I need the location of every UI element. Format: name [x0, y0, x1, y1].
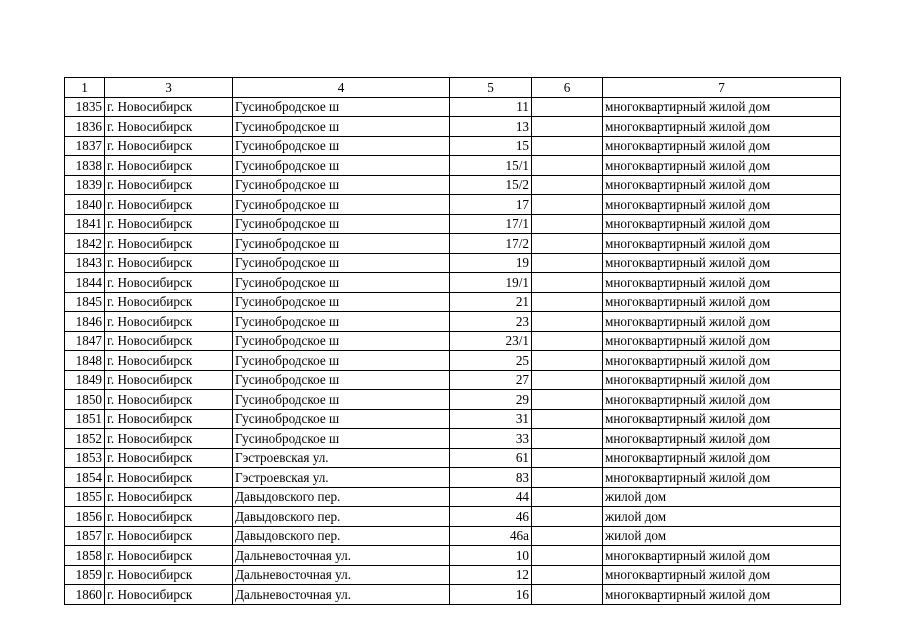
cell-building-type: многоквартирный жилой дом	[603, 97, 841, 117]
table-row	[65, 273, 841, 293]
cell-street: Гусинобродское ш	[233, 409, 450, 429]
table-row	[65, 487, 841, 507]
cell-street: Давыдовского пер.	[233, 526, 450, 546]
cell-column-6	[532, 156, 603, 176]
cell-city: г. Новосибирск	[105, 390, 233, 410]
cell-city: г. Новосибирск	[105, 507, 233, 527]
cell-column-6	[532, 409, 603, 429]
cell-building-type: многоквартирный жилой дом	[603, 331, 841, 351]
table-row	[65, 175, 841, 195]
cell-city: г. Новосибирск	[105, 312, 233, 332]
cell-column-6	[532, 429, 603, 449]
cell-street: Гусинобродское ш	[233, 175, 450, 195]
cell-number: 1837	[65, 136, 105, 156]
table-row	[65, 195, 841, 215]
cell-house-number: 27	[450, 370, 532, 390]
cell-number: 1840	[65, 195, 105, 215]
table-row	[65, 448, 841, 468]
cell-column-6	[532, 390, 603, 410]
table-body	[65, 97, 841, 604]
cell-street: Гусинобродское ш	[233, 292, 450, 312]
cell-column-6	[532, 117, 603, 137]
cell-number: 1835	[65, 97, 105, 117]
cell-house-number: 11	[450, 97, 532, 117]
header-cell-col-1: 1	[65, 78, 105, 98]
table-row	[65, 565, 841, 585]
cell-column-6	[532, 214, 603, 234]
cell-city: г. Новосибирск	[105, 97, 233, 117]
cell-street: Давыдовского пер.	[233, 507, 450, 527]
cell-building-type: многоквартирный жилой дом	[603, 585, 841, 605]
cell-building-type: многоквартирный жилой дом	[603, 253, 841, 273]
cell-city: г. Новосибирск	[105, 448, 233, 468]
cell-street: Давыдовского пер.	[233, 487, 450, 507]
cell-house-number: 17/2	[450, 234, 532, 254]
table-row	[65, 468, 841, 488]
cell-city: г. Новосибирск	[105, 234, 233, 254]
cell-house-number: 15	[450, 136, 532, 156]
cell-house-number: 46а	[450, 526, 532, 546]
cell-number: 1856	[65, 507, 105, 527]
cell-number: 1836	[65, 117, 105, 137]
cell-city: г. Новосибирск	[105, 468, 233, 488]
cell-house-number: 15/2	[450, 175, 532, 195]
header-cell-col-4: 4	[233, 78, 450, 98]
cell-house-number: 61	[450, 448, 532, 468]
cell-street: Гусинобродское ш	[233, 273, 450, 293]
cell-column-6	[532, 136, 603, 156]
cell-house-number: 25	[450, 351, 532, 371]
table-row	[65, 312, 841, 332]
cell-house-number: 33	[450, 429, 532, 449]
cell-city: г. Новосибирск	[105, 195, 233, 215]
table-row	[65, 214, 841, 234]
table-row	[65, 156, 841, 176]
cell-house-number: 10	[450, 546, 532, 566]
cell-city: г. Новосибирск	[105, 351, 233, 371]
cell-city: г. Новосибирск	[105, 409, 233, 429]
table-row	[65, 370, 841, 390]
table-row	[65, 117, 841, 137]
cell-building-type: многоквартирный жилой дом	[603, 117, 841, 137]
cell-number: 1839	[65, 175, 105, 195]
cell-number: 1849	[65, 370, 105, 390]
cell-building-type: многоквартирный жилой дом	[603, 175, 841, 195]
cell-street: Гусинобродское ш	[233, 331, 450, 351]
cell-house-number: 19	[450, 253, 532, 273]
cell-number: 1848	[65, 351, 105, 371]
cell-street: Дальневосточная ул.	[233, 546, 450, 566]
cell-city: г. Новосибирск	[105, 175, 233, 195]
cell-building-type: жилой дом	[603, 507, 841, 527]
table-row	[65, 585, 841, 605]
cell-number: 1853	[65, 448, 105, 468]
cell-city: г. Новосибирск	[105, 117, 233, 137]
cell-city: г. Новосибирск	[105, 136, 233, 156]
cell-house-number: 16	[450, 585, 532, 605]
cell-number: 1842	[65, 234, 105, 254]
table-row	[65, 331, 841, 351]
cell-number: 1857	[65, 526, 105, 546]
cell-number: 1851	[65, 409, 105, 429]
cell-number: 1860	[65, 585, 105, 605]
cell-city: г. Новосибирск	[105, 253, 233, 273]
cell-building-type: жилой дом	[603, 487, 841, 507]
cell-street: Гусинобродское ш	[233, 214, 450, 234]
header-cell-col-5: 5	[450, 78, 532, 98]
cell-building-type: многоквартирный жилой дом	[603, 136, 841, 156]
cell-city: г. Новосибирск	[105, 156, 233, 176]
table-row	[65, 97, 841, 117]
cell-street: Гусинобродское ш	[233, 351, 450, 371]
cell-number: 1858	[65, 546, 105, 566]
cell-column-6	[532, 507, 603, 527]
cell-column-6	[532, 292, 603, 312]
table-row	[65, 234, 841, 254]
cell-building-type: многоквартирный жилой дом	[603, 351, 841, 371]
cell-building-type: многоквартирный жилой дом	[603, 448, 841, 468]
cell-number: 1838	[65, 156, 105, 176]
table-row	[65, 136, 841, 156]
cell-number: 1845	[65, 292, 105, 312]
cell-city: г. Новосибирск	[105, 331, 233, 351]
header-cell-col-3: 3	[105, 78, 233, 98]
cell-column-6	[532, 526, 603, 546]
table-row	[65, 546, 841, 566]
cell-city: г. Новосибирск	[105, 370, 233, 390]
cell-building-type: многоквартирный жилой дом	[603, 546, 841, 566]
cell-house-number: 44	[450, 487, 532, 507]
cell-number: 1841	[65, 214, 105, 234]
cell-building-type: многоквартирный жилой дом	[603, 214, 841, 234]
cell-number: 1847	[65, 331, 105, 351]
cell-column-6	[532, 97, 603, 117]
cell-building-type: многоквартирный жилой дом	[603, 429, 841, 449]
cell-building-type: многоквартирный жилой дом	[603, 468, 841, 488]
cell-column-6	[532, 448, 603, 468]
registry-table	[64, 77, 841, 605]
cell-city: г. Новосибирск	[105, 292, 233, 312]
cell-number: 1850	[65, 390, 105, 410]
cell-column-6	[532, 195, 603, 215]
cell-house-number: 13	[450, 117, 532, 137]
cell-house-number: 12	[450, 565, 532, 585]
cell-building-type: многоквартирный жилой дом	[603, 312, 841, 332]
cell-street: Гусинобродское ш	[233, 370, 450, 390]
cell-number: 1854	[65, 468, 105, 488]
cell-column-6	[532, 546, 603, 566]
cell-street: Гэстроевская ул.	[233, 448, 450, 468]
cell-street: Гусинобродское ш	[233, 195, 450, 215]
cell-street: Дальневосточная ул.	[233, 585, 450, 605]
cell-city: г. Новосибирск	[105, 585, 233, 605]
cell-house-number: 23/1	[450, 331, 532, 351]
cell-city: г. Новосибирск	[105, 214, 233, 234]
cell-house-number: 23	[450, 312, 532, 332]
cell-column-6	[532, 487, 603, 507]
cell-column-6	[532, 312, 603, 332]
cell-column-6	[532, 273, 603, 293]
cell-city: г. Новосибирск	[105, 487, 233, 507]
cell-building-type: многоквартирный жилой дом	[603, 409, 841, 429]
cell-street: Гусинобродское ш	[233, 97, 450, 117]
cell-street: Гусинобродское ш	[233, 234, 450, 254]
table-row	[65, 292, 841, 312]
cell-column-6	[532, 468, 603, 488]
cell-house-number: 21	[450, 292, 532, 312]
table-row	[65, 351, 841, 371]
cell-city: г. Новосибирск	[105, 546, 233, 566]
cell-street: Гусинобродское ш	[233, 156, 450, 176]
cell-number: 1859	[65, 565, 105, 585]
header-row	[65, 78, 841, 98]
header-cell-col-6: 6	[532, 78, 603, 98]
cell-house-number: 29	[450, 390, 532, 410]
cell-building-type: многоквартирный жилой дом	[603, 156, 841, 176]
cell-house-number: 15/1	[450, 156, 532, 176]
cell-building-type: жилой дом	[603, 526, 841, 546]
table-row	[65, 409, 841, 429]
cell-building-type: многоквартирный жилой дом	[603, 390, 841, 410]
cell-street: Дальневосточная ул.	[233, 565, 450, 585]
cell-building-type: многоквартирный жилой дом	[603, 195, 841, 215]
cell-building-type: многоквартирный жилой дом	[603, 273, 841, 293]
cell-city: г. Новосибирск	[105, 273, 233, 293]
header-cell-col-7: 7	[603, 78, 841, 98]
cell-street: Гусинобродское ш	[233, 253, 450, 273]
cell-building-type: многоквартирный жилой дом	[603, 292, 841, 312]
cell-city: г. Новосибирск	[105, 565, 233, 585]
cell-column-6	[532, 234, 603, 254]
cell-number: 1844	[65, 273, 105, 293]
cell-column-6	[532, 331, 603, 351]
cell-building-type: многоквартирный жилой дом	[603, 370, 841, 390]
cell-street: Гусинобродское ш	[233, 429, 450, 449]
cell-column-6	[532, 253, 603, 273]
cell-street: Гусинобродское ш	[233, 312, 450, 332]
table-row	[65, 429, 841, 449]
cell-house-number: 17/1	[450, 214, 532, 234]
cell-number: 1843	[65, 253, 105, 273]
cell-column-6	[532, 565, 603, 585]
cell-column-6	[532, 585, 603, 605]
cell-number: 1852	[65, 429, 105, 449]
table-row	[65, 253, 841, 273]
cell-street: Гусинобродское ш	[233, 390, 450, 410]
cell-house-number: 31	[450, 409, 532, 429]
cell-column-6	[532, 175, 603, 195]
cell-column-6	[532, 370, 603, 390]
cell-number: 1846	[65, 312, 105, 332]
cell-column-6	[532, 351, 603, 371]
table-row	[65, 526, 841, 546]
table-row	[65, 390, 841, 410]
cell-building-type: многоквартирный жилой дом	[603, 565, 841, 585]
cell-house-number: 19/1	[450, 273, 532, 293]
cell-house-number: 17	[450, 195, 532, 215]
cell-house-number: 46	[450, 507, 532, 527]
table-row	[65, 507, 841, 527]
cell-city: г. Новосибирск	[105, 429, 233, 449]
cell-building-type: многоквартирный жилой дом	[603, 234, 841, 254]
cell-street: Гусинобродское ш	[233, 117, 450, 137]
cell-house-number: 83	[450, 468, 532, 488]
cell-number: 1855	[65, 487, 105, 507]
cell-street: Гэстроевская ул.	[233, 468, 450, 488]
cell-city: г. Новосибирск	[105, 526, 233, 546]
cell-street: Гусинобродское ш	[233, 136, 450, 156]
